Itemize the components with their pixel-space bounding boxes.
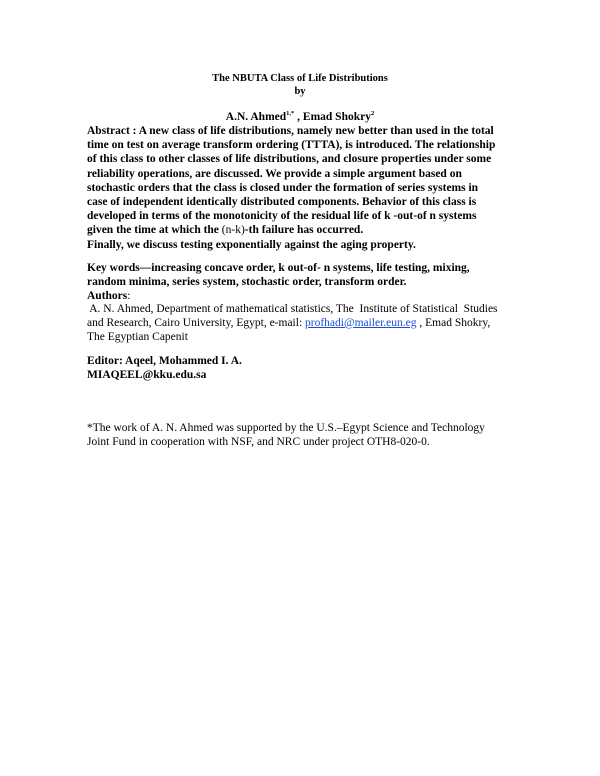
author-line: [0, 110, 600, 123]
authors-heading-line: [87, 289, 527, 303]
author-1-superscript: 1,*: [286, 110, 295, 117]
abstract-line: of this class to other classes of life distributions, and closure properties under some: [87, 153, 492, 166]
author-1-name: A.N. Ahmed: [225, 111, 287, 123]
abstract-line: case of independent identically distributed components. Behavior of this class is: [87, 196, 477, 209]
abstract-line: stochastic orders that the class is closed under the formation of series systems in: [87, 181, 479, 194]
abstract-line: Abstract : A new class of life distributions, namely new better than used in the total: [87, 125, 494, 137]
abstract-line: Finally, we discuss testing exponentially against the aging property.: [87, 238, 416, 251]
authors-colon: :: [127, 290, 131, 303]
footnote-line: Joint Fund in cooperation with NSF, and NRC under project OTH8-020-0.: [87, 436, 430, 449]
editor-name: Editor: Aqeel, Mohammed I. A.: [87, 355, 242, 367]
paper-title: The NBUTA Class of Life Distributions: [212, 73, 388, 84]
email-link[interactable]: profhadi@mailer.eun.eg: [305, 316, 417, 329]
abstract-line: developed in terms of the monotonicity of the residual life of k -out-of n systems: [87, 210, 477, 223]
keywords-line: random minima, series system, stochastic order, transform order.: [87, 276, 407, 289]
footnote-line: *The work of A. N. Ahmed was supported by the U.S.–Egypt Science and Technology: [87, 422, 485, 434]
abstract: [87, 124, 527, 252]
abstract-line: [87, 223, 527, 237]
editor-email: MIAQEEL@kku.edu.sa: [87, 369, 207, 382]
affiliation-text: and Research, Cairo University, Egypt, e-mail:: [87, 316, 306, 329]
abstract-line-part: -th failure has occurred.: [244, 224, 364, 237]
abstract-line: time on test on average transform ordering (TTTA), is introduced. The relationship: [87, 139, 496, 152]
abstract-line: reliability operations, are discussed. We provide a simple argument based on: [87, 167, 462, 180]
title-by: by: [294, 86, 306, 97]
affiliation-text: , Emad Shokry,: [416, 316, 491, 329]
affiliation-line: [87, 317, 527, 331]
affiliation-line: A. N. Ahmed, Department of mathematical statistics, The Institute of Statistical Studies: [87, 303, 498, 315]
footnote: [87, 421, 527, 449]
affiliation-line: The Egyptian Capenit: [87, 330, 188, 343]
authors-heading: Authors: [87, 290, 128, 303]
author-2-superscript: 2: [370, 110, 375, 117]
abstract-line-part-plain: (n-k): [221, 224, 245, 237]
author-2-name: Emad Shokry: [302, 111, 371, 123]
affiliation: [87, 303, 527, 344]
author-separator: ,: [294, 111, 303, 123]
abstract-line-part: given the time at which the: [87, 224, 222, 237]
keywords: [87, 261, 527, 304]
keywords-line: Key words—increasing concave order, k out-of- n systems, life testing, mixing,: [87, 262, 470, 274]
editor-info: [87, 354, 527, 382]
